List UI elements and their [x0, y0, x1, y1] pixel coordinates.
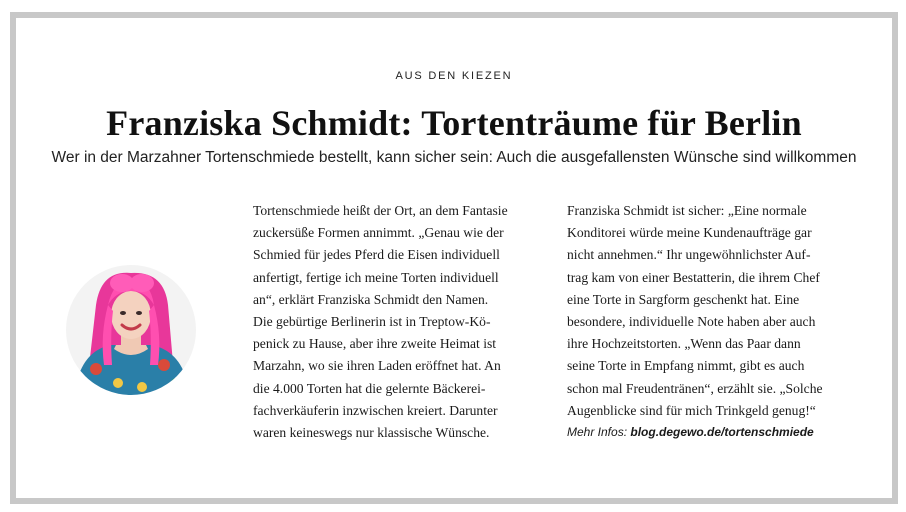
- column2-line: seine Torte in Empfang nimmt, gibt es auch: [567, 358, 805, 374]
- column2-line: trag kam von einer Bestatterin, die ihrem Chef: [567, 269, 820, 285]
- column1-line: Marzahn, wo sie ihren Laden eröffnet hat. An: [253, 358, 501, 374]
- column2-line: nicht annehmen.“ Ihr ungewöhnlichster Auf-: [567, 247, 811, 263]
- column2-line: besondere, individuelle Note haben aber auch: [567, 314, 816, 330]
- article-subline: Wer in der Marzahner Tortenschmiede bestellt, kann sicher sein: Auch die ausgefallensten Wünsche sind willkommen: [51, 149, 857, 166]
- column1-line: Schmied für jedes Pferd die Eisen individuell: [253, 247, 500, 263]
- more-info-label: Mehr Infos:: [567, 425, 628, 440]
- column2-line: eine Torte in Sargform geschenkt hat. Eine: [567, 291, 800, 307]
- article-column-2: [567, 200, 867, 443]
- column1-line: fachverkäuferin inzwischen kreiert. Darunter: [253, 402, 498, 418]
- column2-line: Konditorei würde meine Kundenaufträge gar: [567, 225, 812, 241]
- column1-line: anfertigt, fertige ich meine Torten individuell: [253, 269, 499, 285]
- section-kicker: AUS DEN KIEZEN: [395, 70, 513, 82]
- article-column-1: [253, 200, 553, 444]
- column1-line: an“, erklärt Franziska Schmidt den Namen.: [253, 291, 489, 307]
- column1-line: penick zu Hause, aber ihre zweite Heimat ist: [253, 336, 497, 352]
- column1-line: waren keineswegs nur klassische Wünsche.: [253, 425, 490, 441]
- column2-line: Augenblicke sind für mich Trinkgeld genug!“: [567, 402, 816, 418]
- column1-line: Tortenschmiede heißt der Ort, an dem Fantasie: [253, 203, 508, 218]
- portrait-illustration: [66, 265, 196, 395]
- column2-line: Franziska Schmidt ist sicher: „Eine normale: [567, 203, 807, 218]
- article-frame: [10, 12, 898, 504]
- column2-line: schon mal Freudentränen“, erzählt sie. „Solche: [567, 380, 823, 396]
- portrait-photo: [66, 265, 196, 395]
- column1-line: Die gebürtige Berlinerin ist in Treptow-Kö-: [253, 314, 491, 330]
- more-info: [567, 421, 867, 443]
- article-headline: Franziska Schmidt: Tortenträume für Berlin: [106, 103, 802, 143]
- column1-line: die 4.000 Torten hat die gelernte Bäckerei-: [253, 380, 486, 396]
- more-info-link[interactable]: blog.degewo.de/tortenschmiede: [630, 425, 814, 440]
- column1-line: zuckersüße Formen annimmt. „Genau wie der: [253, 225, 504, 241]
- column2-line: ihre Hochzeitstorten. „Wenn das Paar dann: [567, 336, 801, 352]
